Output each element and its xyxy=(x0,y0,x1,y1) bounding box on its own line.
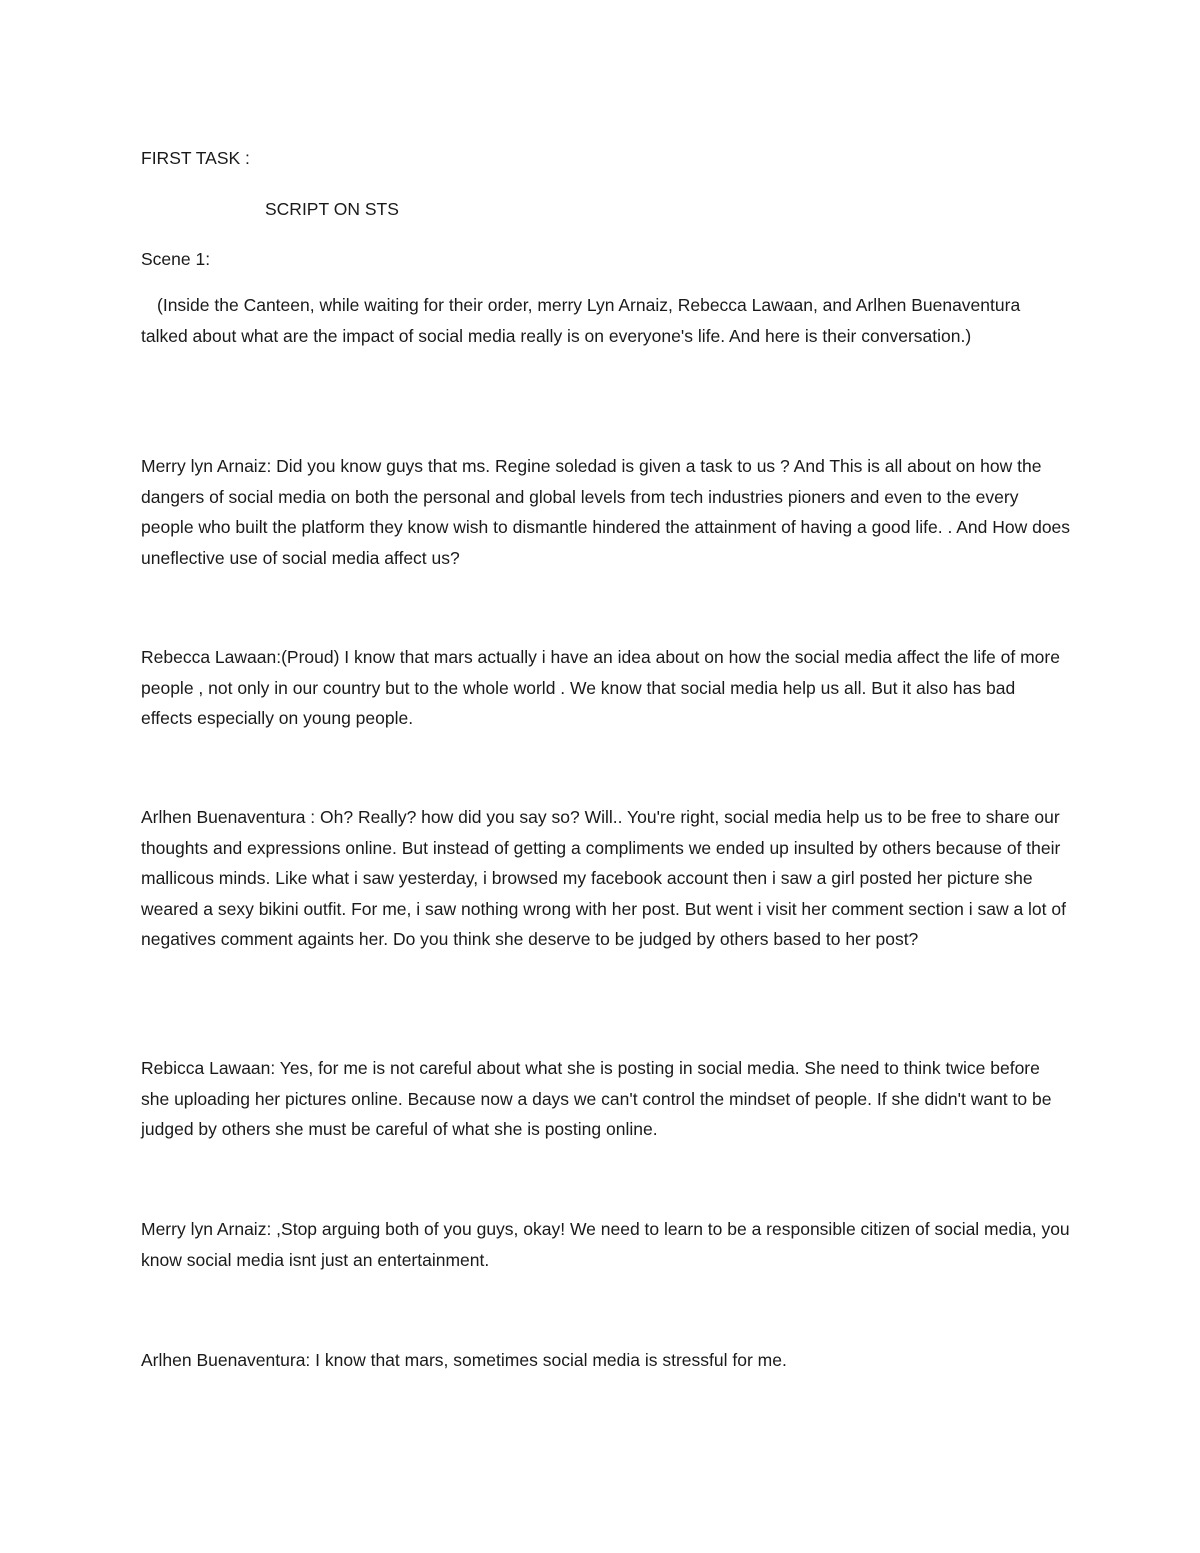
paragraph-merry-2: Merry lyn Arnaiz: ,Stop arguing both of you guys, okay! We need to learn to be a responsible citizen of social media, you know social media isnt just an entertainment. xyxy=(141,1219,1070,1270)
document-title: SCRIPT ON STS xyxy=(265,199,399,219)
paragraph-stage-direction: (Inside the Canteen, while waiting for their order, merry Lyn Arnaiz, Rebecca Lawaan, and Arlhen Buenaventura talked about what are the impact of social media really is on everyone's life. And here is their conversation.) xyxy=(141,295,1021,346)
paragraph-rebicca-2: Rebicca Lawaan: Yes, for me is not careful about what she is posting in social media. She need to think twice before she uploading her pictures online. Because now a days we can't control the mindset of people. If she didn't want to be judged by others she must be careful of what she is posting online. xyxy=(141,1058,1052,1139)
paragraph-arlhen-1: Arlhen Buenaventura : Oh? Really? how did you say so? Will.. You're right, social media help us to be free to share our thoughts and expressions online. But instead of getting a compliments we ended up insulted by others because of their mallicous minds. Like what i saw yesterday, i browsed my facebook account then i saw a girl posted her picture she weared a sexy bikini outfit. For me, i saw nothing wrong with her post. But went i visit her comment section i saw a lot of negatives comment againts her. Do you think she deserve to be judged by others based to her post? xyxy=(141,807,1066,949)
heading: FIRST TASK : xyxy=(141,148,250,168)
paragraph-rebecca-1: Rebecca Lawaan:(Proud) I know that mars actually i have an idea about on how the social media affect the life of more people , not only in our country but to the whole world . We know that social media help us all. But it also has bad effects especially on young people. xyxy=(141,647,1060,728)
scene-label: Scene 1: xyxy=(141,249,211,269)
paragraph-merry-1: Merry lyn Arnaiz: Did you know guys that ms. Regine soledad is given a task to us ? And This is all about on how the dangers of social media on both the personal and global levels from tech industries pioners and even to the every people who built the platform they know wish to dismantle hindered the attainment of having a good life. . And How does uneflective use of social media affect us? xyxy=(141,456,1071,568)
paragraph-arlhen-2: Arlhen Buenaventura: I know that mars, sometimes social media is stressful for me. xyxy=(141,1350,787,1370)
